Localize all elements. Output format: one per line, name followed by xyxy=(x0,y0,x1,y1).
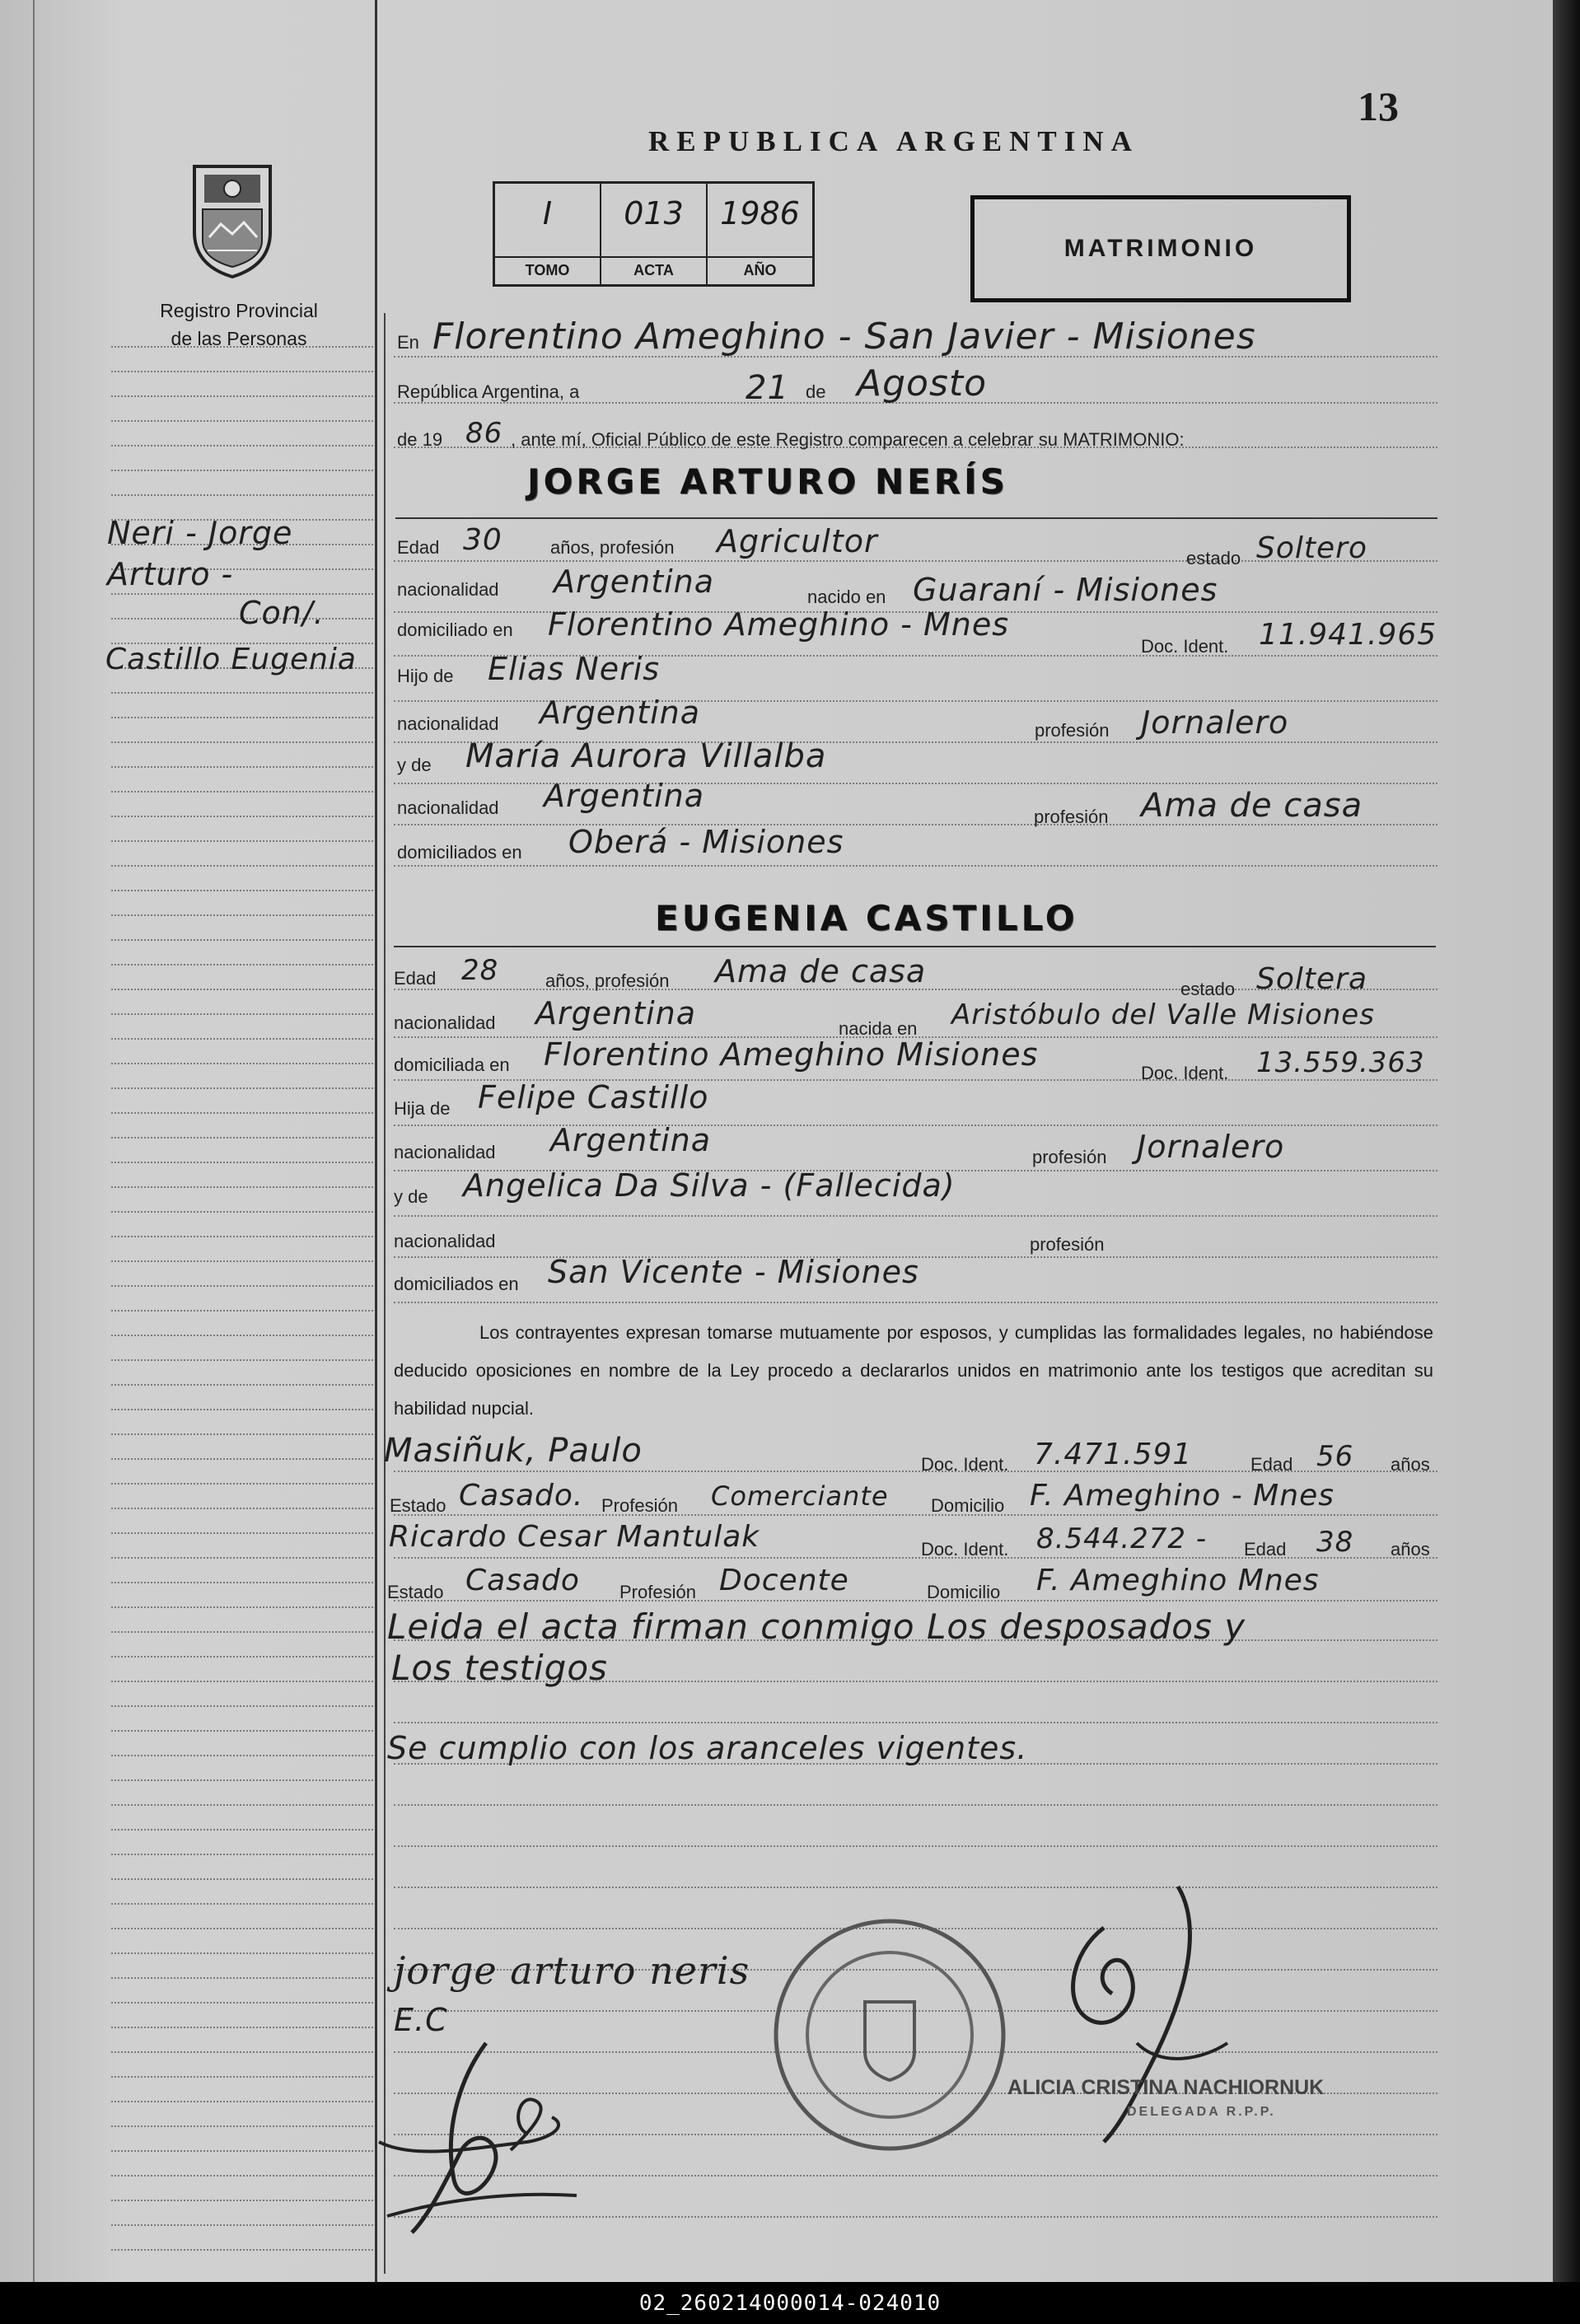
margin-rule-line xyxy=(111,939,373,941)
margin-rule-line xyxy=(111,692,373,694)
registry-line-1: Registro Provincial xyxy=(160,300,318,321)
margin-rule-line xyxy=(111,766,373,768)
bride-signature xyxy=(362,2027,626,2249)
bride-nacida: Aristóbulo del Valle Misiones xyxy=(951,998,1375,1031)
margin-rule-line xyxy=(111,1557,373,1559)
bride-padre: Felipe Castillo xyxy=(478,1079,709,1115)
groom-domicilio: Florentino Ameghino - Mnes xyxy=(548,606,1010,643)
margin-rule-line xyxy=(111,1681,373,1682)
book-edge xyxy=(1553,0,1580,2282)
margin-rule-line xyxy=(111,2027,373,2028)
margin-rule-line xyxy=(111,865,373,867)
margin-rule-line xyxy=(111,1162,373,1163)
bride-profesion: Ama de casa xyxy=(715,953,927,989)
margin-rule-line xyxy=(111,1310,373,1312)
groom-madre: María Aurora Villalba xyxy=(465,737,827,775)
bride-padres-dom-label: domiciliados en xyxy=(394,1274,519,1294)
margin-note-3: Con/. xyxy=(239,595,325,631)
acta-divider xyxy=(601,256,706,258)
acta-label: ACTA xyxy=(633,262,674,278)
groom-yde-label: y de xyxy=(397,755,432,775)
bride-edad: 28 xyxy=(461,954,499,987)
margin-rule-line xyxy=(111,914,373,916)
margin-rule-line xyxy=(111,1112,373,1114)
witness-2-dom-label: Domicilio xyxy=(927,1582,1001,1602)
margin-rule-line xyxy=(111,1755,373,1756)
bride-padres-dom: San Vicente - Misiones xyxy=(548,1254,919,1290)
bride-nac-label: nacionalidad xyxy=(394,1012,496,1033)
margin-rule-line xyxy=(111,2002,373,2004)
margin-rule-line xyxy=(111,1804,373,1806)
margin-rule-line xyxy=(111,1409,373,1410)
margin-rule-line xyxy=(111,1186,373,1188)
closing-line-2: Los testigos xyxy=(391,1648,608,1688)
groom-padre: Elias Neris xyxy=(488,651,661,687)
margin-rule-line xyxy=(111,1952,373,1954)
groom-name-rule xyxy=(395,517,1437,519)
groom-profesion: Agricultor xyxy=(717,523,878,559)
ec-mark: E.C xyxy=(394,2002,448,2038)
margin-rule-line xyxy=(111,1285,373,1287)
margin-rule-line xyxy=(111,1335,373,1336)
margin-rule-line xyxy=(111,445,373,447)
witness-2-doc: 8.544.272 - xyxy=(1036,1522,1208,1555)
margin-rule-line xyxy=(111,1087,373,1089)
bride-doc: 13.559.363 xyxy=(1256,1046,1425,1079)
witness-1-edad: 56 xyxy=(1316,1440,1354,1473)
witness-1-prof-label: Profesión xyxy=(601,1495,678,1516)
groom-dom-label: domiciliado en xyxy=(397,620,513,640)
margin-rule-line xyxy=(111,2224,373,2226)
declaration-text xyxy=(394,1314,1433,1428)
bride-yde-label: y de xyxy=(394,1186,428,1207)
witness-2-edad-label: Edad xyxy=(1244,1539,1287,1559)
margin-rule-line xyxy=(111,1359,373,1361)
groom-nacido-label: nacido en xyxy=(807,587,886,607)
intro-text: , ante mí, Oficial Público de este Registro comparecen a celebrar su MATRIMONIO: xyxy=(511,429,1185,450)
registry-line-2: de las Personas xyxy=(171,328,307,349)
groom-name: JORGE ARTURO NERÍS xyxy=(527,461,1008,502)
declaration-paragraph: Los contrayentes expresan tomarse mutuamente por esposos, y cumplidas las formalidades legales, no habiéndose deducido oposiciones en nombre de la Ley procedo a declararlos unidos en matrimonio ante los testigos que acreditan su habilidad nupcial. xyxy=(394,1322,1433,1419)
margin-rule-line xyxy=(111,741,373,743)
form-rule-line xyxy=(394,1845,1437,1847)
margin-note-4: Castillo Eugenia xyxy=(105,643,357,676)
anio-label: AÑO xyxy=(743,262,777,278)
witness-1-dom-label: Domicilio xyxy=(931,1495,1005,1516)
tomo-label: TOMO xyxy=(525,262,570,278)
margin-note-2: Arturo - xyxy=(107,556,234,592)
witness-1-edad-label: Edad xyxy=(1250,1454,1293,1475)
witness-2-prof: Docente xyxy=(719,1564,849,1597)
groom-estado-label: estado xyxy=(1186,548,1241,568)
groom-hijo-label: Hijo de xyxy=(397,666,454,686)
bride-padre-prof-label: profesión xyxy=(1032,1147,1107,1167)
image-filename: 02_260214000014-024010 xyxy=(0,2282,1580,2324)
groom-anios-label: años, profesión xyxy=(550,537,675,558)
margin-note-1: Neri - Jorge xyxy=(107,515,293,551)
margin-rule-line xyxy=(111,989,373,990)
form-rule-line xyxy=(394,1514,1437,1516)
margin-rule-line xyxy=(111,1582,373,1583)
margin-rule-line xyxy=(111,791,373,793)
groom-doc-label: Doc. Ident. xyxy=(1141,636,1229,657)
bride-edad-label: Edad xyxy=(394,968,437,989)
witness-2-edad: 38 xyxy=(1316,1526,1354,1559)
form-rule-line xyxy=(394,1600,1437,1602)
margin-rule-line xyxy=(111,1854,373,1855)
groom-padres-dom-label: domiciliados en xyxy=(397,842,522,863)
witness-2-anios-label: años xyxy=(1391,1539,1430,1559)
margin-rule-line xyxy=(111,1532,373,1534)
margin-rule-line xyxy=(111,1705,373,1707)
registry-stamp xyxy=(766,1911,1013,2158)
margin-rule-line xyxy=(111,1631,373,1633)
groom-edad-label: Edad xyxy=(397,537,440,558)
margin-rule-line xyxy=(111,1508,373,1509)
groom-padre-nac: Argentina xyxy=(540,694,701,731)
anio-divider xyxy=(708,256,812,258)
margin-rule-line xyxy=(111,1779,373,1781)
acta-cell xyxy=(601,184,708,284)
margin-rule-line xyxy=(111,1928,373,1929)
year-suffix: 86 xyxy=(465,417,503,450)
bride-anios-label: años, profesión xyxy=(545,970,670,991)
groom-estado: Soltero xyxy=(1256,531,1367,565)
de-label: de xyxy=(806,381,826,402)
form-rule-line xyxy=(394,1887,1437,1888)
margin-rule-line xyxy=(111,816,373,817)
margin-rule-line xyxy=(111,371,373,372)
margin-rule-line xyxy=(111,470,373,471)
groom-madre-nac: Argentina xyxy=(544,778,705,814)
groom-nacionalidad: Argentina xyxy=(554,563,715,600)
bride-name-rule xyxy=(394,946,1436,947)
margin-rule-line xyxy=(111,494,373,496)
act-type-box: MATRIMONIO xyxy=(970,195,1351,302)
margin-rule-line xyxy=(111,1730,373,1732)
bride-hija-label: Hija de xyxy=(394,1098,451,1119)
form-rule-line xyxy=(394,1302,1437,1303)
witness-1-prof: Comerciante xyxy=(711,1480,889,1512)
witness-2-prof-label: Profesión xyxy=(619,1582,696,1602)
witness-2-doc-label: Doc. Ident. xyxy=(921,1539,1009,1559)
witness-1-estado-label: Estado xyxy=(390,1495,446,1516)
day-value: 21 xyxy=(746,369,789,407)
tomo-divider xyxy=(495,256,600,258)
margin-rule-line xyxy=(111,890,373,891)
margin-rule-line xyxy=(111,1236,373,1237)
bride-doc-label: Doc. Ident. xyxy=(1141,1063,1229,1083)
margin-rule-line xyxy=(111,1606,373,1608)
place-value: Florentino Ameghino - San Javier - Misiones xyxy=(432,316,1256,358)
margin-rule-line xyxy=(111,2249,373,2251)
misiones-seal-icon xyxy=(188,158,277,280)
witness-2-name: Ricardo Cesar Mantulak xyxy=(389,1520,760,1554)
margin-rule-line xyxy=(111,420,373,422)
bride-padre-nac-label: nacionalidad xyxy=(394,1142,496,1162)
groom-nac-label: nacionalidad xyxy=(397,579,499,600)
closing-line-1: Leida el acta firman conmigo Los desposados y xyxy=(387,1606,1246,1647)
groom-padres-dom: Oberá - Misiones xyxy=(568,824,844,860)
margin-rule-line xyxy=(111,1829,373,1831)
groom-edad: 30 xyxy=(463,523,503,557)
margin-rule-line xyxy=(111,1656,373,1658)
republic-label: República Argentina, a xyxy=(397,381,580,402)
bride-madre-prof-label: profesión xyxy=(1030,1234,1105,1255)
act-register-box xyxy=(493,181,815,287)
margin-rule-line xyxy=(111,2101,373,2102)
margin-rule-line xyxy=(111,964,373,966)
witness-2-estado: Casado xyxy=(465,1564,580,1597)
official-title: DELEGADA R.P.P. xyxy=(1127,2105,1276,2119)
bride-nacionalidad: Argentina xyxy=(535,995,697,1031)
bride-dom-label: domiciliada en xyxy=(394,1054,510,1075)
margin-rule-line xyxy=(111,1260,373,1262)
margin-rule-line xyxy=(111,2051,373,2053)
groom-signature: jorge arturo neris xyxy=(394,1948,750,1993)
witness-2-estado-label: Estado xyxy=(387,1582,444,1602)
anio-cell xyxy=(708,184,812,284)
margin-rule-line xyxy=(111,1878,373,1880)
margin-rule-line xyxy=(111,840,373,842)
margin-rule-line xyxy=(111,1384,373,1386)
groom-padre-nac-label: nacionalidad xyxy=(397,713,499,734)
bride-nacida-label: nacida en xyxy=(839,1018,918,1039)
country-title: REPUBLICA ARGENTINA xyxy=(648,125,1139,157)
tomo-value: I xyxy=(542,195,553,231)
margin-rule-line xyxy=(111,1013,373,1015)
groom-nacido: Guaraní - Misiones xyxy=(913,572,1218,608)
margin-rule-line xyxy=(111,1458,373,1460)
form-rule-line xyxy=(394,1804,1437,1806)
witness-1-estado: Casado. xyxy=(459,1479,584,1513)
margin-rule-line xyxy=(111,395,373,397)
groom-madre-nac-label: nacionalidad xyxy=(397,797,499,818)
page-number: 13 xyxy=(1358,83,1399,129)
margin-rule-line xyxy=(111,717,373,718)
form-rule-line xyxy=(394,1722,1437,1723)
bride-domicilio: Florentino Ameghino Misiones xyxy=(544,1036,1039,1073)
witness-2-dom: F. Ameghino Mnes xyxy=(1036,1564,1320,1597)
margin-rule-line xyxy=(111,2200,373,2201)
groom-doc: 11.941.965 xyxy=(1259,618,1437,652)
margin-rule-line xyxy=(111,1038,373,1040)
form-rule-line xyxy=(394,865,1437,867)
bride-name: EUGENIA CASTILLO xyxy=(655,898,1078,938)
left-border xyxy=(33,0,35,2282)
bride-estado: Soltera xyxy=(1256,962,1368,996)
form-rule-line xyxy=(394,1215,1437,1217)
witness-1-anios-label: años xyxy=(1391,1454,1430,1475)
bride-padre-nac: Argentina xyxy=(550,1122,712,1158)
month-value: Agosto xyxy=(857,362,988,404)
margin-rule-line xyxy=(111,1903,373,1905)
bride-padre-prof: Jornalero xyxy=(1137,1129,1285,1165)
groom-madre-prof: Ama de casa xyxy=(1141,787,1363,825)
margin-rule-line xyxy=(111,1433,373,1435)
margin-divider-inner xyxy=(384,313,386,2274)
witness-1-doc: 7.471.591 xyxy=(1034,1438,1193,1471)
margin-rule-line xyxy=(111,1977,373,1979)
year-prefix: de 19 xyxy=(397,429,443,450)
acta-value: 013 xyxy=(624,195,684,231)
tomo-cell xyxy=(495,184,601,284)
bride-estado-label: estado xyxy=(1180,979,1236,999)
anio-value: 1986 xyxy=(720,195,800,231)
margin-divider xyxy=(375,0,377,2282)
bride-madre: Angelica Da Silva - (Fallecida) xyxy=(463,1167,956,1204)
margin-rule-line xyxy=(111,1483,373,1485)
fees-note: Se cumplio con los aranceles vigentes. xyxy=(387,1730,1028,1766)
groom-padre-prof: Jornalero xyxy=(1141,704,1289,741)
margin-rule-line xyxy=(111,2125,373,2127)
registry-name xyxy=(115,297,362,353)
groom-padre-prof-label: profesión xyxy=(1035,720,1110,741)
margin-rule-line xyxy=(111,2076,373,2078)
margin-rule-line xyxy=(111,1211,373,1213)
bride-madre-nac-label: nacionalidad xyxy=(394,1231,496,1251)
witness-1-dom: F. Ameghino - Mnes xyxy=(1030,1479,1335,1513)
official-name: ALICIA CRISTINA NACHIORNUK xyxy=(1007,2076,1325,2099)
margin-rule-line xyxy=(111,2175,373,2177)
groom-madre-prof-label: profesión xyxy=(1034,807,1109,827)
margin-rule-line xyxy=(111,1063,373,1064)
margin-rule-line xyxy=(111,2150,373,2152)
en-label: En xyxy=(397,332,419,353)
margin-rule-line xyxy=(111,1137,373,1139)
witness-1-name: Masiñuk, Paulo xyxy=(384,1432,643,1470)
witness-1-doc-label: Doc. Ident. xyxy=(921,1454,1009,1475)
